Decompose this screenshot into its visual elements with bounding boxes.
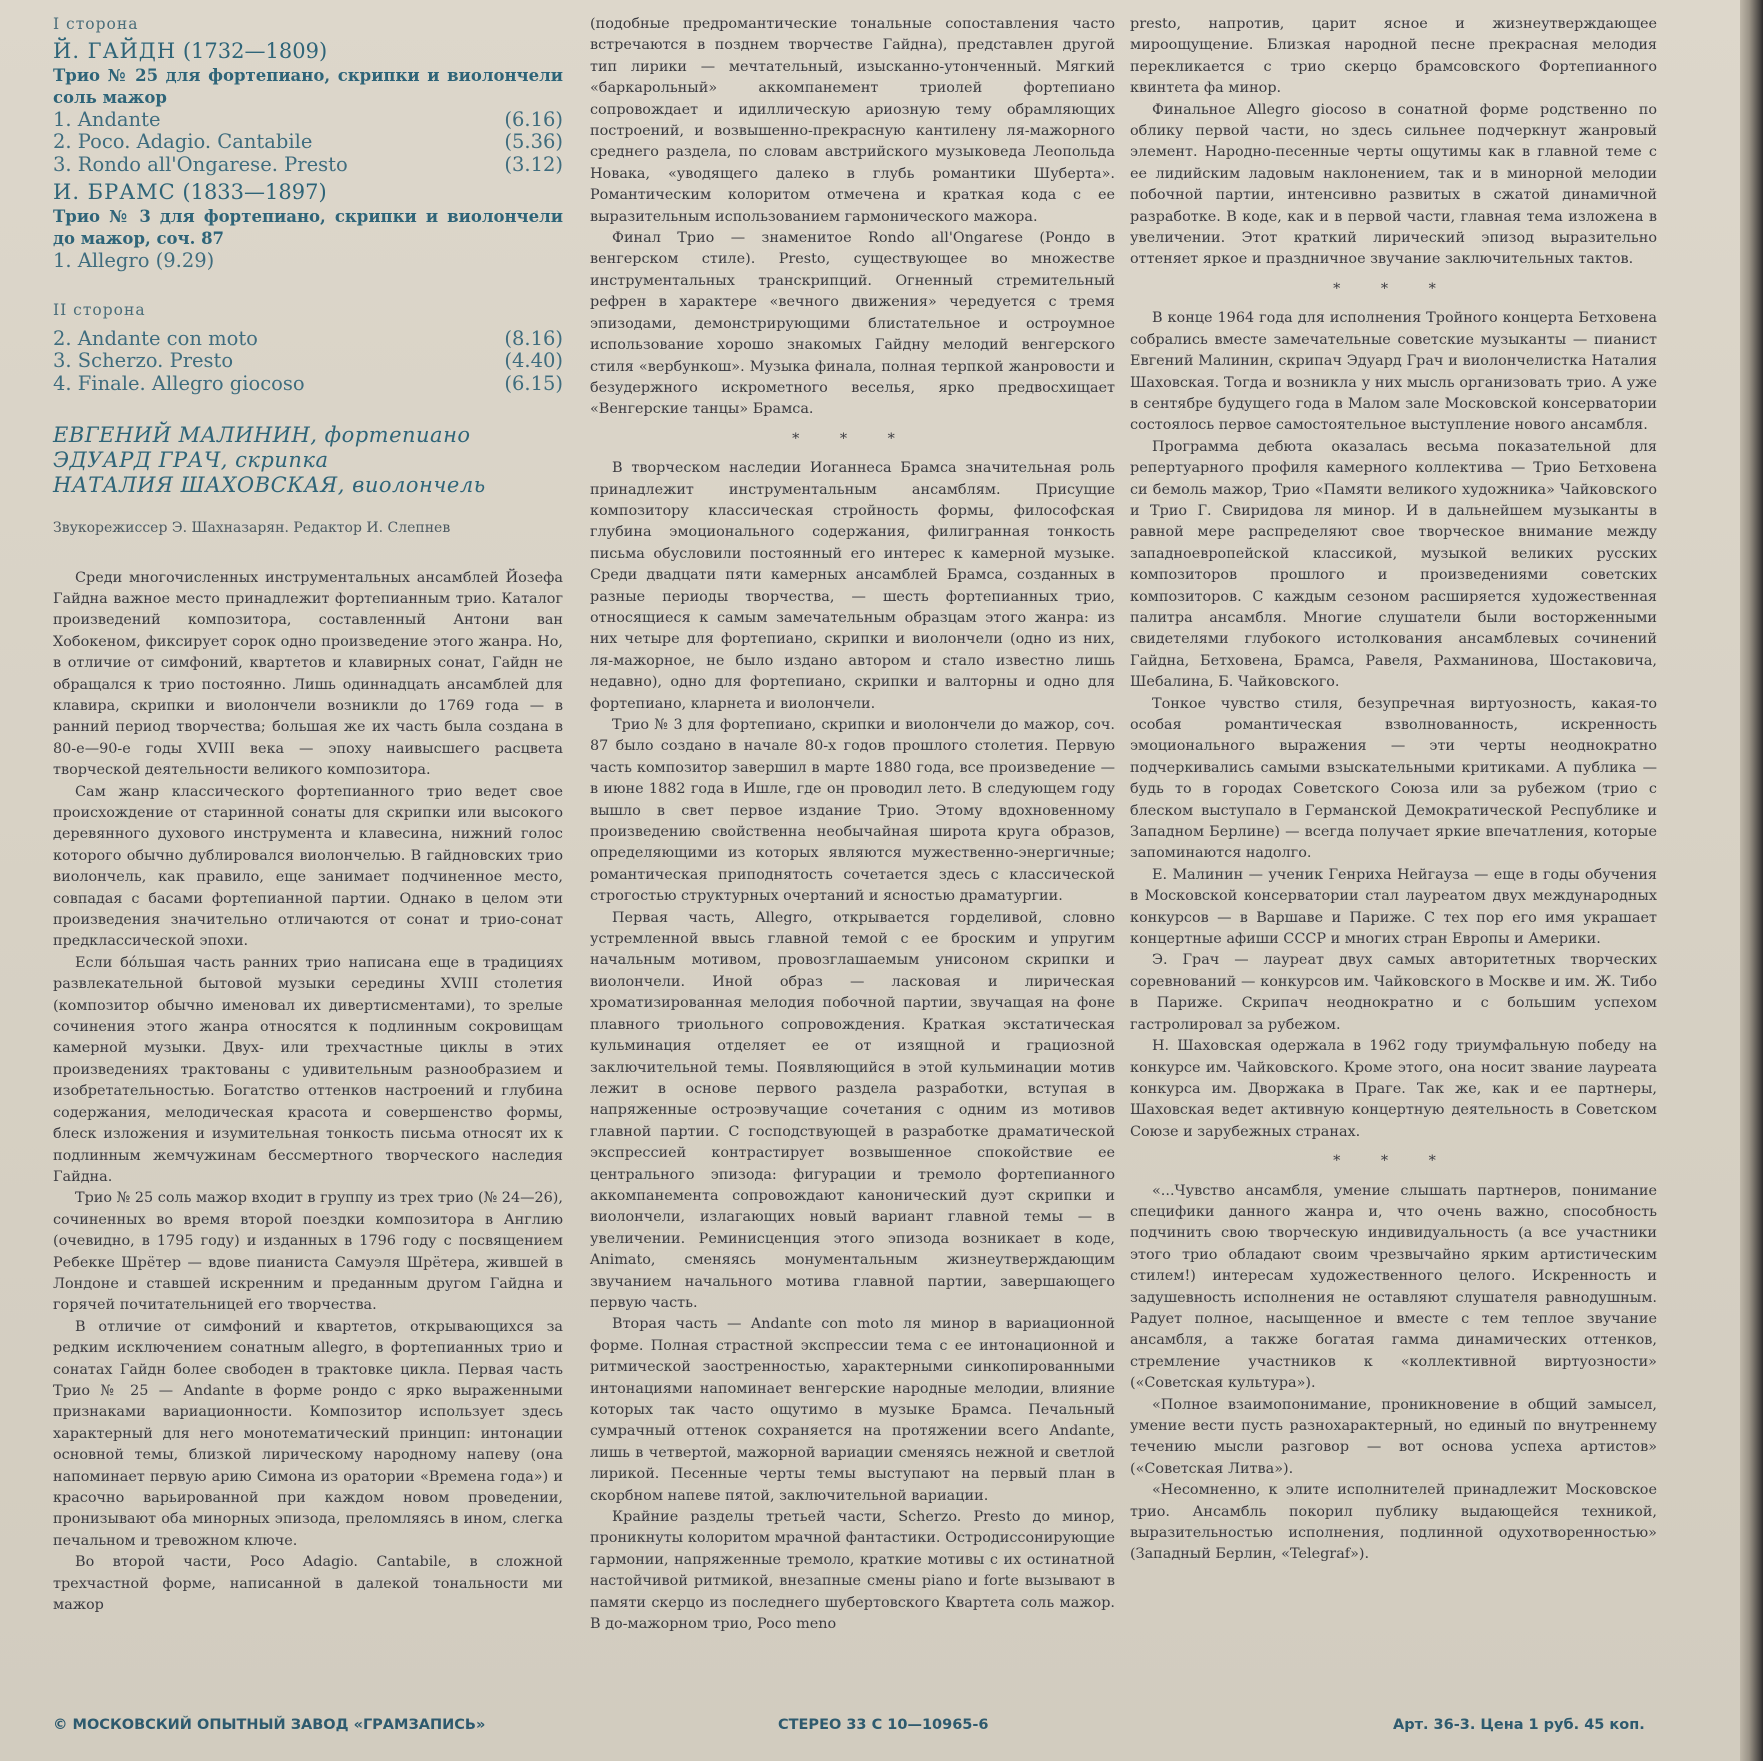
- performer-line: ЕВГЕНИЙ МАЛИНИН, фортепиано: [53, 423, 471, 448]
- paragraph: «Несомненно, к элите исполнителей принадлежит Московское трио. Ансамбль покорил публику выдающейся техникой, выразительностью исполнения, подлинной одухотворенностью» (Западный Берлин, «Telegraf»).: [1130, 1482, 1657, 1563]
- paragraph: Среди многочисленных инструментальных ансамблей Йозефа Гайдна важное место принадлежит фортепианным трио. Каталог произведений композитора, составленный Антони ван Хобокеном, фиксирует сорок одно произведение этого жанра. Но, в отличие от симфоний, квартетов и клавирных сонат, Гайдн не обращался к трио постоянно. Лишь одиннадцать ансамблей для клавира, скрипки и виолончели возникли до 1769 года — в ранний период творчества; большая же их часть была создана в 80-е—90-е годы XVIII века — эпоху наивысшего расцвета творческой деятельности великого композитора.: [53, 569, 563, 779]
- composer-brahms: [53, 182, 563, 203]
- track-row: [53, 328, 563, 351]
- track-title: 2. Andante con moto: [53, 326, 258, 350]
- column-2: [590, 14, 1115, 1635]
- track-time: (6.15): [504, 371, 563, 395]
- paragraph: В творческом наследии Иоганнеса Брамса значительная роль принадлежит инструментальным ансамблям. Присущие композитору классическая стройность формы, философская глубина эмоционального содержания, филигранная тонкость письма обусловили постоянный его интерес к камерной музыке. Среди двадцати пяти камерных ансамблей Брамса, созданных в разные периоды творчества, — шесть фортепианных трио, относящиеся к самым замечательным образцам этого жанра: из них четыре для фортепиано, скрипки и виолончели (одно из них, ля-мажорное, не было издано автором и стало известно лишь недавно), одно для фортепиано, скрипки и валторны и одно для фортепиано, кларнета и виолончели.: [590, 460, 1115, 712]
- paragraph: presto, напротив, царит ясное и жизнеутверждающее мироощущение. Близкая народной песне прекрасная мелодия перекликается с трио скерцо брамсовского Фортепианного квинтета фа минор.: [1130, 16, 1657, 97]
- track-time: (3.12): [504, 152, 563, 176]
- track-row: [53, 350, 563, 373]
- track-row: [53, 154, 563, 177]
- paragraph: Э. Грач — лауреат двух самых авторитетных творческих соревнований — конкурсов им. Чайковского в Москве и им. Ж. Тибо в Париже. Скрипач неоднократно и с большим успехом гастролировал за рубежом.: [1130, 952, 1657, 1033]
- track-title: 3. Rondo all'Ongarese. Presto: [53, 152, 348, 176]
- catalog-number: СТЕРЕО 33 С 10—10965-6: [778, 1717, 989, 1733]
- composer-name: И. БРАМС: [53, 180, 176, 205]
- paragraph: «Полное взаимопонимание, проникновение в общий замысел, умение вести пусть разнохарактерный, но единый по внутреннему течению мысли разговор — вот основа успеха артистов» («Советская Литва»).: [1130, 1396, 1657, 1477]
- paragraph: Трио № 25 соль мажор входит в группу из трех трио (№ 24—26), сочиненных во время второй поездки композитора в Англию (очевидно, в 1795 году) и изданных в 1796 году с посвящением Ребекке Шрётер — вдове пианиста Самуэля Шрётера, жившей в Лондоне и ставшей искренним и преданным другом Гайдна и горячей почитательницей его творчества.: [53, 1190, 563, 1314]
- composer-haydn: [53, 41, 563, 62]
- paragraph: Финальное Allegro giocoso в сонатной форме родственно по облику первой части, но здесь сильнее подчеркнут жанровый элемент. Народно-песенные черты ощутимы как в главной теме с ее лидийским ладовым наклонением, так и в минорной мелодии побочной партии, интенсивно развитых в сжатой динамичной разработке. В коде, как и в первой части, главная тема изложена в увеличении. Этот краткий лирический эпизод выразительно оттеняет яркое и праздничное звучание заключительных тактов.: [1130, 101, 1657, 268]
- track-row: [53, 109, 563, 132]
- sleeve-edge: [1740, 0, 1763, 1761]
- paragraph: В отличие от симфоний и квартетов, открывающихся за редким исключением сонатным allegro, в фортепианных трио и сонатах Гайдн более свободен в трактовке цикла. Первая часть Трио № 25 — Andante в форме рондо с ярко выраженными признаками вариационности. Композитор использует здесь характерный для него монотематический принцип: интонации основной темы, близкой лирическому народному напеву (она напоминает первую арию Симона из оратории «Времена года») и красочно варьированной при каждом новом проведении, пронизывают оба минорных эпизода, преломляясь в ином, слегка печальном и тревожном ключе.: [53, 1318, 563, 1549]
- paragraph: Первая часть, Allegro, открывается горделивой, словно устремленной ввысь главной темой с ее броским и упругим начальным мотивом, провозглашаемым унисоном скрипки и виолончели. Иной образ — ласковая и лирическая хроматизированная мелодия побочной партии, звучащая на фоне плавного триольного сопровождения. Краткая экстатическая кульминация отделяет ее от изящной и грациозной заключительной темы. Появляющийся в этой кульминации мотив лежит в основе первого раздела разработки, вступая в напряженные остроэвучащие сочетания с одним из мотивов главной партии. С господствующей в разработке драматической экспрессией контрастирует возвышенное спокойствие ее центрального эпизода: фигурации и тремоло фортепианного аккомпанемента сопровождают канонический дуэт скрипки и виолончели, излагающих новый вариант главной темы — в увеличении. Реминисценция этого эпизода возникает в коде, Animato, сменяясь монументальным жизнеутверждающим звучанием начального мотива главной партии, завершающего первую часть.: [590, 909, 1115, 1311]
- publisher-label: © МОСКОВСКИЙ ОПЫТНЫЙ ЗАВОД «ГРАМЗАПИСЬ»: [53, 1717, 486, 1733]
- track-row: [53, 250, 563, 273]
- paragraph: Тонкое чувство стиля, безупречная виртуозность, какая-то особая романтическая взволнованность, искренность эмоционального выражения — эти черты неоднократно подчеркивались самыми взыскательными критиками. А публика — будь то в городах Советского Союза или за рубежом (трио с блеском выступало в Германской Демократической Республике и Западном Берлине) — всегда получает яркие впечатления, которые запоминаются надолго.: [1130, 695, 1657, 862]
- performer-line: НАТАЛИЯ ШАХОВСКАЯ, виолончель: [53, 473, 486, 498]
- paragraph: «...Чувство ансамбля, умение слышать партнеров, понимание специфики данного жанра и, что очень важно, способность подчинить свою творческую индивидуальность (а все участники этого трио обладают своим чрезвычайно ярким артистическим стилем!) интересам художественного целого. Искренность и задушевность исполнения не оставляют слушателя равнодушным. Радует полное, насыщенное и вместе с тем теплое звучание ансамбля, а также богатая гамма динамических оттенков, стремление участников к «коллективной виртуозности» («Советская культура»).: [1130, 1182, 1657, 1392]
- track-title: 3. Scherzo. Presto: [53, 349, 234, 373]
- paragraph: Финал Трио — знаменитое Rondo all'Ongarese (Рондо в венгерском стиле). Presto, существующее во множестве инструментальных транскрипций. Огненный стремительный рефрен в характере «вечного движения» чередуется с тремя эпизодами, демонстрирующими блистательное и остроумное использование хорошо знакомых Гайдну мелодий венгерского стиля «вербункош». Музыка финала, полная терпкой жанровости и безудержного искрометного веселья, ярко предвосхищает «Венгерские танцы» Брамса.: [590, 230, 1115, 418]
- price-label: Арт. 36-3. Цена 1 руб. 45 коп.: [1393, 1717, 1645, 1733]
- column-3: [1130, 14, 1657, 1566]
- section-divider: * * *: [1333, 1153, 1454, 1170]
- track-row: [53, 131, 563, 154]
- track-time: (4.40): [504, 349, 563, 373]
- composer-name: Й. ГАЙДН: [53, 39, 177, 64]
- production-credits: Звукорежиссер Э. Шахназарян. Редактор И. Слепнев: [53, 520, 451, 537]
- side-a-label: I сторона: [53, 15, 139, 33]
- side-b-label: II сторона: [53, 301, 146, 320]
- paragraph: Е. Малинин — ученик Генриха Нейгауза — еще в годы обучения в Московской консерватории стал лауреатом двух международных конкурсов — в Варшаве и Париже. С тех пор его имя украшает концертные афиши СССР и многих стран Европы и Америки.: [1130, 866, 1657, 948]
- track-title: 4. Finale. Allegro giocoso: [53, 371, 305, 395]
- track-title: 1. Allegro (9.29): [53, 248, 215, 272]
- work-title-brahms: Трио № 3 для фортепиано, скрипки и виолончели до мажор, соч. 87: [53, 206, 563, 248]
- column-1: [53, 14, 563, 1616]
- track-time: (6.16): [504, 107, 563, 131]
- section-divider: * * *: [792, 430, 913, 447]
- paragraph: Н. Шаховская одержала в 1962 году триумфальную победу на конкурсе им. Чайковского. Кроме этого, она носит звание лауреата конкурса им. Дворжака в Праге. Так же, как и ее партнеры, Шаховская ведет активную концертную деятельность в Советском Союзе и зарубежных странах.: [1130, 1038, 1657, 1140]
- paragraph: Сам жанр классического фортепианного трио ведет свое происхождение от старинной сонаты для скрипки или высокого деревянного духового инструмента и клавесина, нижний голос которого обычно дублировался виолончелью. В гайдновских трио виолончель, как правило, еще занимает подчиненное место, совпадая с басами фортепианной партии. Однако в целом эти произведения значительно отличаются от сонат и трио-сонат предклассической эпохи.: [53, 783, 563, 950]
- section-divider: * * *: [1333, 280, 1454, 297]
- composer-years: (1732—1809): [182, 39, 328, 64]
- paragraph: Во второй части, Poco Adagio. Cantabile, в сложной трехчастной форме, написанной в далекой тональности ми мажор: [53, 1554, 563, 1614]
- paragraph: Вторая часть — Andante con moto ля минор в вариационной форме. Полная страстной экспрессии тема с ее интонационной и ритмической заостренностью, характерными синкопированными интонациями напоминает венгерские народные мелодии, влияние которых так часто ощутимо в музыке Брамса. Печальный сумрачный оттенок сохраняется на протяжении всего Andante, лишь в четвертой, мажорной вариации сменяясь нежной и светлой лирикой. Песенные черты темы выступают на первый план в скорбном напеве пятой, заключительной вариации.: [590, 1316, 1115, 1504]
- track-title: 2. Poco. Adagio. Cantabile: [53, 130, 313, 154]
- paragraph: Трио № 3 для фортепиано, скрипки и виолончели до мажор, соч. 87 было создано в начале 80-х годов прошлого столетия. Первую часть композитор завершил в марте 1880 года, все произведение — в июне 1882 года в Ишле, где он проводил лето. В следующем году вышло в свет первое издание Трио. Этому вдохновенному произведению свойственна необычайная широта круга образов, определяющими из которых являются мужественно-энергичные; романтическая приподнятость сочетается здесь с классической строгостью структурных очертаний и ясностью драматургии.: [590, 717, 1115, 905]
- work-title-haydn: Трио № 25 для фортепиано, скрипки и виолончели соль мажор: [53, 65, 563, 107]
- track-time: (5.36): [504, 130, 563, 154]
- track-time: (8.16): [504, 326, 563, 350]
- paragraph: В конце 1964 года для исполнения Тройного концерта Бетховена собрались вместе замечательные советские музыканты — пианист Евгений Малинин, скрипач Эдуард Грач и виолончелистка Наталия Шаховская. Тогда и возникла у них мысль организовать трио. А уже в сентябре будущего года в Малом зале Московской консерватории состоялось первое самостоятельное выступление нового ансамбля.: [1130, 310, 1657, 434]
- performer-line: ЭДУАРД ГРАЧ, скрипка: [53, 448, 329, 473]
- paragraph: Программа дебюта оказалась весьма показательной для репертуарного профиля камерного коллектива — Трио Бетховена си бемоль мажор, Трио «Памяти великого художника» Чайковского и Трио Г. Свиридова ля минор. И в дальнейшем музыканты в равной мере распределяют свое творческое внимание между западноевропейской классикой, музыкой великих русских композиторов прошлого и произведениями советских композиторов. С каждым сезоном расширяется художественная палитра ансамбля. Многие слушатели были восторженными свидетелями глубокого истолкования ансамблевых сочинений Гайдна, Бетховена, Брамса, Равеля, Рахманинова, Шостаковича, Шебалина, Б. Чайковского.: [1130, 438, 1657, 691]
- composer-years: (1833—1897): [182, 180, 327, 205]
- paragraph: Если бóльшая часть ранних трио написана еще в традициях развлекательной бытовой музыки середины XVIII столетия (композитор обычно именовал их дивертисментами), то зрелые сочинения этого жанра относятся к подлинным сокровищам камерной музыки. Двух- или трехчастные циклы в этих произведениях трактованы с удивительным разнообразием и изобретательностью. Богатство оттенков настроений и глубина содержания, мелодическая красота и совершенство формы, блеск изложения и изумительная тонкость письма относят их к подлинным жемчужинам бессмертного творческого наследия Гайдна.: [53, 954, 563, 1185]
- track-row: [53, 373, 563, 396]
- track-title: 1. Andante: [53, 107, 161, 131]
- paragraph: (подобные предромантические тональные сопоставления часто встречаются в позднем творчестве Гайдна), представлен другой тип лирики — мечтательный, изысканно-утонченный. Мягкий «баркарольный» аккомпанемент триолей фортепиано сопровождает и идиллическую ариозную тему обрамляющих построений, и возвышенно-прекрасную кантилену ля-мажорного среднего раздела, по словам австрийского музыковеда Леопольда Новака, «уводящего далеко в глубь романтики Шуберта». Романтическим колоритом отмечена и краткая кода с ее выразительным использованием гармонического мажора.: [590, 16, 1115, 225]
- paragraph: Крайние разделы третьей части, Scherzo. Presto до минор, проникнуты колоритом мрачной фантастики. Остродиссонирующие гармонии, напряженные тремоло, краткие мотивы с их остинатной настойчивой ритмикой, внезапные смены piano и forte вызывают в памяти скерцо из последнего шубертовского Квартета соль мажор. В до-мажорном трио, Poco meno: [590, 1509, 1115, 1633]
